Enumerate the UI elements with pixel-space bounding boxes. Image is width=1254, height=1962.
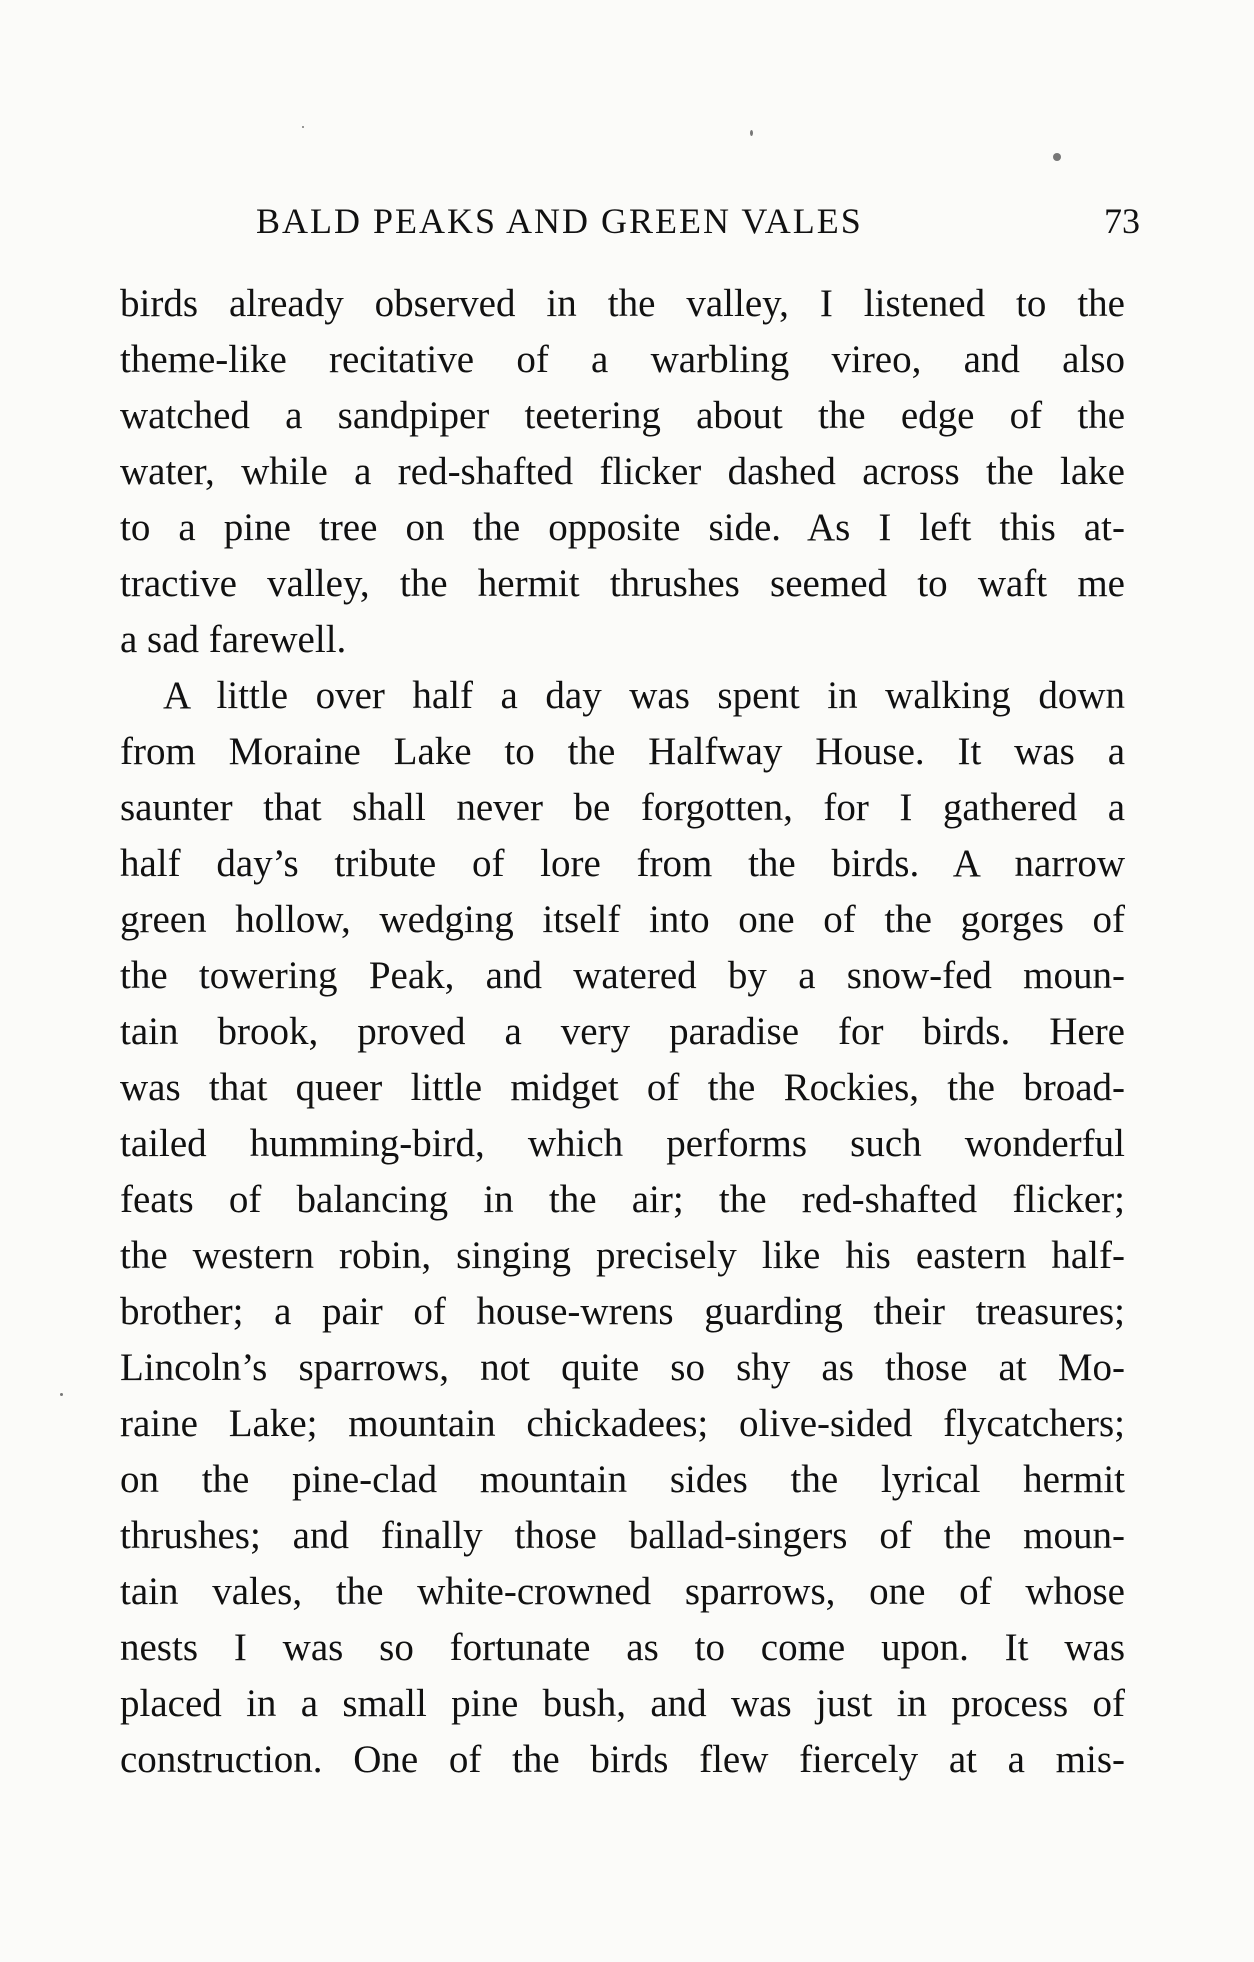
text-line: was that queer little midget of the Rockies, the broad- bbox=[120, 1066, 1125, 1109]
print-speck bbox=[302, 126, 304, 128]
text-line: placed in a small pine bush, and was just in process of bbox=[120, 1682, 1125, 1725]
text-line: to a pine tree on the opposite side. As I left this at- bbox=[120, 506, 1125, 549]
text-line: watched a sandpiper teetering about the edge of the bbox=[120, 394, 1125, 437]
text-line: thrushes; and finally those ballad-singers of the moun- bbox=[120, 1514, 1125, 1557]
text-line: on the pine-clad mountain sides the lyrical hermit bbox=[120, 1458, 1125, 1501]
text-line: tractive valley, the hermit thrushes seemed to waft me bbox=[120, 562, 1125, 605]
page-header bbox=[256, 200, 1140, 250]
text-line: raine Lake; mountain chickadees; olive-sided flycatchers; bbox=[120, 1402, 1125, 1445]
text-line: Lincoln’s sparrows, not quite so shy as those at Mo- bbox=[120, 1346, 1125, 1389]
print-speck bbox=[1053, 153, 1061, 161]
text-line: construction. One of the birds flew fiercely at a mis- bbox=[120, 1738, 1125, 1781]
text-line: feats of balancing in the air; the red-shafted flicker; bbox=[120, 1178, 1125, 1221]
text-line: from Moraine Lake to the Halfway House. It was a bbox=[120, 730, 1125, 773]
text-line: the western robin, singing precisely like his eastern half- bbox=[120, 1234, 1125, 1277]
text-line: brother; a pair of house-wrens guarding their treasures; bbox=[120, 1290, 1125, 1333]
text-line: tain brook, proved a very paradise for birds. Here bbox=[120, 1010, 1125, 1053]
text-line: tailed humming-bird, which performs such wonderful bbox=[120, 1122, 1125, 1165]
body-text bbox=[120, 276, 1125, 1788]
print-speck bbox=[750, 130, 753, 136]
text-line: birds already observed in the valley, I listened to the bbox=[120, 282, 1125, 325]
text-line: tain vales, the white-crowned sparrows, one of whose bbox=[120, 1570, 1125, 1613]
page-number: 73 bbox=[1104, 201, 1140, 241]
text-line: theme-like recitative of a warbling vireo, and also bbox=[120, 338, 1125, 381]
text-line: the towering Peak, and watered by a snow-fed moun- bbox=[120, 954, 1125, 997]
text-line: water, while a red-shafted flicker dashed across the lake bbox=[120, 450, 1125, 493]
text-line: nests I was so fortunate as to come upon. It was bbox=[120, 1626, 1125, 1669]
text-line: green hollow, wedging itself into one of the gorges of bbox=[120, 898, 1125, 941]
print-speck bbox=[60, 1393, 63, 1396]
text-line: saunter that shall never be forgotten, for I gathered a bbox=[120, 786, 1125, 829]
text-line: half day’s tribute of lore from the birds. A narrow bbox=[120, 842, 1125, 885]
text-line: a sad farewell. bbox=[120, 618, 347, 661]
text-line: A little over half a day was spent in walking down bbox=[163, 674, 1125, 717]
running-title: BALD PEAKS AND GREEN VALES bbox=[256, 201, 863, 241]
